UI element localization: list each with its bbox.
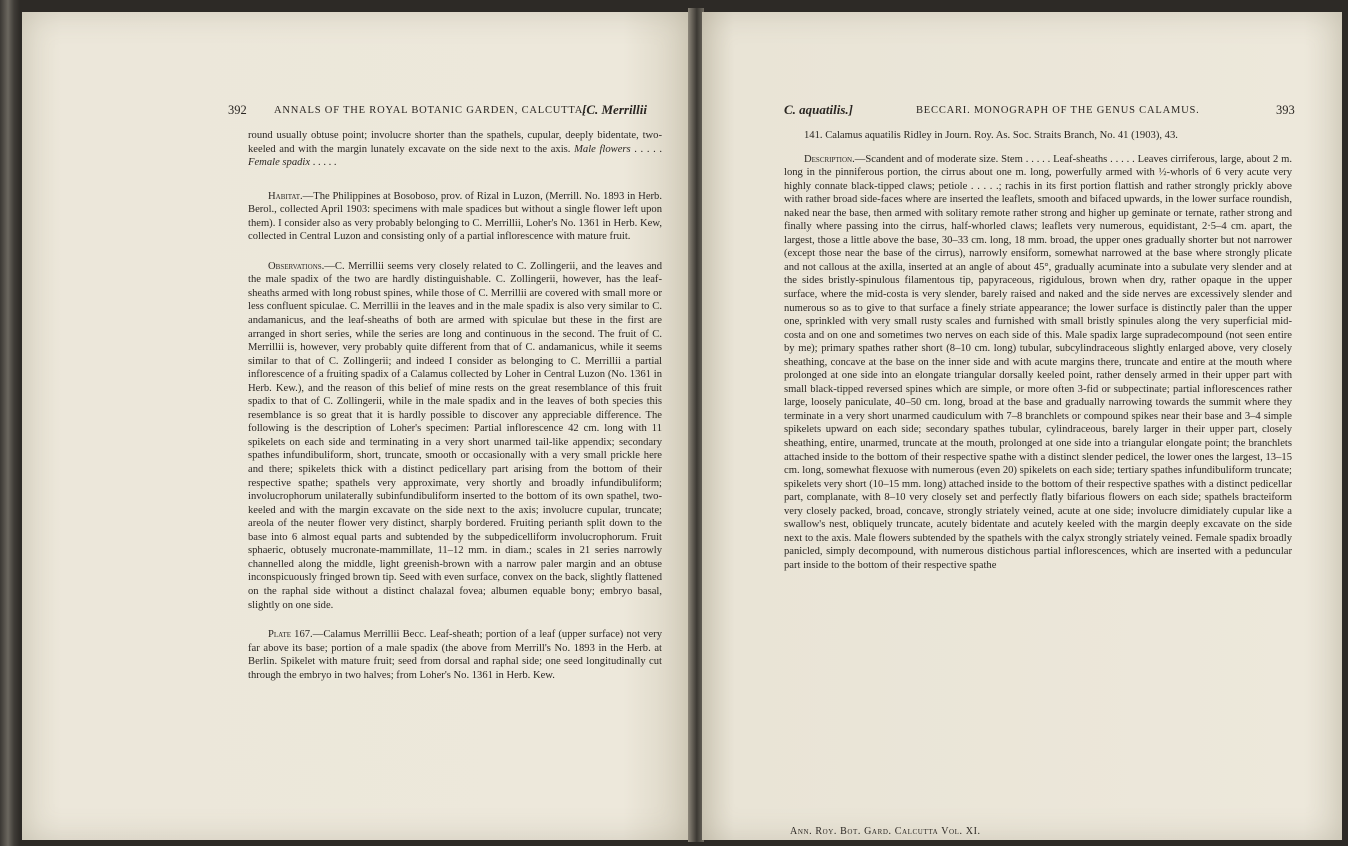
page-number-left: 392 [228, 103, 247, 117]
species-tag-left: [C. Merrillii [582, 102, 648, 117]
habitat-paragraph: Habitat.—The Philippines at Bosoboso, prov. of Rizal in Luzon, (Merrill. No. 1893 in Herb. Berol., collected April 1903: specimens with male spadices but without a single flower left upon them). I consider also as very probably belonging to C. Merrillii, Loher's No. 1361 in Herb. Kew, collected in Central Luzon and consisting only of a partial inflorescence with mature fruit. [248, 190, 662, 243]
page-footer: Ann. Roy. Bot. Gard. Calcutta Vol. XI. [790, 826, 981, 837]
page-number-right: 393 [1276, 103, 1295, 117]
species-tag-right: C. aquatilis.] [784, 102, 853, 117]
running-title-right: BECCARI. MONOGRAPH OF THE GENUS CALAMUS. [916, 105, 1200, 116]
plate-paragraph: Plate 167.—Calamus Merrillii Becc. Leaf-sheath; portion of a leaf (upper surface) not very far above its base; portion of a male spadix (the above from Merrill's No. 1893 in the Herb. at Berlin. Spikelet with mature fruit; seed from dorsal and raphal side; one seed longitudinally cut through the embryo in two halves; from Loher's No. 1361 in Herb. Kew. [248, 629, 663, 681]
description-paragraph: Description.—Scandent and of moderate size. Stem . . . . . Leaf-sheaths . . . . . Leaves cirriferous, large, about 2 m. long in the pinniferous portion, the cirrus about one m. long, powerfully armed with ½-whorls of 6 very acute very highly connate black-tipped claws; petiole . . . . .; rachis in its first portion flattish and rather strongly prickly above with rather broad side-faces where are inserted the leaflets, smooth and bifaced upwards, in the lower surface roundish, naked near the base, then armed with solitary remote rather strong and higher up geminate or ternate, rather strong and finally where passing into the cirrus, half-whorled claws; leaflets very numerous, equidistant, 2·5–4 cm. apart, the largest, those a little above the base, 30–33 cm. long, 18 mm. broad, the upper ones gradually shorter but not narrower (except those near the base of the cirrus), narrowly ensiform, somewhat narrowed at the base where strongly plicate and not callous at the axilla, inserted at an angle of about 45°, gradually acuminate into a subulate very slender and at the sides bristly-spinulous filamentous tip, papyraceous, rigidulous, brown when dry, rather opaque in the upper surface, where the mid-costa is very slender, barely raised and naked and the side nerves are excessively slender and numerous so as to give to that surface a finely striate appearance; the lower surface is distinctly paler than the upper one, sprinkled with very small rusty scales and furnished with small bristly spinules along the very superficial mid-costa and on one and sometimes two nerves on each side of this. Male spadix large supradecompound (not seen entire by me); primary spathes rather short (8–10 cm. long) tubular, subcylindraceous slightly enlarged above, very closely sheathing, concave at the base on the inner side and with acute margins there, truncate and entire at the mouth where prolonged at one side into an elongate triangular dorsally keeled point, rather densely armed in their upper part with small black-tipped reversed spines which are simple, or more often 3-fid or subpectinate; partial inflorescences rather large, loosely paniculate, 40–50 cm. long, broad at the base and gradually narrowing towards the summit where they terminate in a very short unarmed caudiculum with 7–8 branchlets or compound spikes near their base and 3–4 simple spikelets upward on each side; secondary spathes tubular, cylindraceous, barely larger in their upper part, closely sheathing, entire, unarmed, truncate at the mouth, prolonged at one side into a triangular elongate point; the branchlets attached inside to the bottom of their respective spathe with a distinct slender pedicel, the lower ones the largest, 13–15 cm. long, somewhat flexuose with numerous (even 20) spikelets on each side; tertiary spathes infundibuliform truncate; spikelets very short (10–15 mm. long) attached inside to the bottom of their respective spathes with a distinct pedicellar part, complanate, with 8–10 very closely set and perfectly flatly bifarious flowers on each side; spathels bracteiform very closely packed, broad, concave, strongly striately veined, acute at one side; involucre dimidiately cupular like a swallow's nest, obliquely truncate, acutely bidentate and acutely keeled with the margin deeply excavate on the side next to the axis. Male flowers subtended by the spathels with the calyx strongly striately veined. Female spadix broadly panicled, simply decompound, with numerous distichous partial inflorescences, which are inserted with a peduncular part inside to the bottom of their respective spathe [784, 153, 1292, 571]
description-heading: Description. [804, 153, 855, 165]
female-spadix-label: Female spadix [248, 157, 311, 169]
plate-heading: Plate 167. [268, 629, 313, 641]
intro-paragraph: round usually obtuse point; involucre shorter than the spathels, cupular, deeply bidentate, two-keeled and with the margin lunately excavate on the side next to the axis. Male flowers . . . . . Female spadix . . . . . [248, 130, 663, 169]
observations-heading: Observations. [268, 260, 325, 272]
entry-heading: 141. Calamus aquatilis Ridley in Journ. Roy. As. Soc. Straits Branch, No. 41 (1903), 43. [804, 130, 1178, 141]
habitat-heading: Habitat. [268, 190, 303, 202]
right-page-body [784, 129, 1292, 573]
left-page [22, 12, 690, 840]
male-flowers-label: Male flowers [574, 143, 631, 155]
right-page [702, 12, 1342, 840]
running-title-left: ANNALS OF THE ROYAL BOTANIC GARDEN, CALCUTTA. [274, 105, 587, 116]
observations-paragraph: Observations.—C. Merrillii seems very closely related to C. Zollingerii, and the leaves and the male spadix of the two are hardly distinguishable. C. Zollingerii, however, has the leaf-sheaths armed with long robust spines, while those of C. Merrillii are covered with small more or less confluent spiculae. C. Merrillii in the leaves and in the male spadix is also very similar to C. andamanicus, and the leaf-sheaths of both are armed with spiculae but these in the first are arranged in short series, while the series are long and continuous in the second. The fruit of C. Merrillii is, however, very probably quite different from that of C. andamanicus, while it seems similar to that of C. Zollingerii; and indeed I consider as belonging to C. Merrillii a partial inflorescence of a fruiting spadix of a Calamus collected by Loher in Central Luzon (No. 1361 in Herb. Kew.), and the reason of this belief of mine rests on the great resemblance of this fruit spadix to that of C. Zollingerii, while in the male spadix and in the leaves of both species this resemblance is so great that it is hardly possible to discover any appreciable difference. The following is the description of Loher's specimen: Partial inflorescence 42 cm. long with 11 spikelets on each side and terminating in a very short unarmed tail-like appendix; secondary spathes infundibuliform, short, truncate, smooth or occasionally with a very small prickle here and there; spikelets thick with a distinct pedicellary part arising from the bottom of their respective spathe; spathels very approximate, very shortly and broadly infundibuliform; involucrophorum unilaterally subinfundibuliform inserted to the bottom of its own spathel, two-keeled and with the margin excavate on the side next to the axis; involucre cupular, truncate; areola of the neuter flower very distinct, sharply bordered. Fruiting perianth split down to the base into 6 almost equal parts and subtended by the subpedicelliform involucrophorum. Fruit sphaeric, obtusely mucronate-mammillate, 11–12 mm. in diam.; scales in 21 series narrowly channelled along the middle, light greenish-brown with a narrow paler margin and an obtuse inconspicuously fringed brown tip. Seed with even surface, convex on the back, slightly flattened on the raphal side without a distinct chalazal fovea; albumen equable bony; embryo basal, slightly on one side. [248, 260, 662, 611]
left-page-body [248, 129, 662, 682]
